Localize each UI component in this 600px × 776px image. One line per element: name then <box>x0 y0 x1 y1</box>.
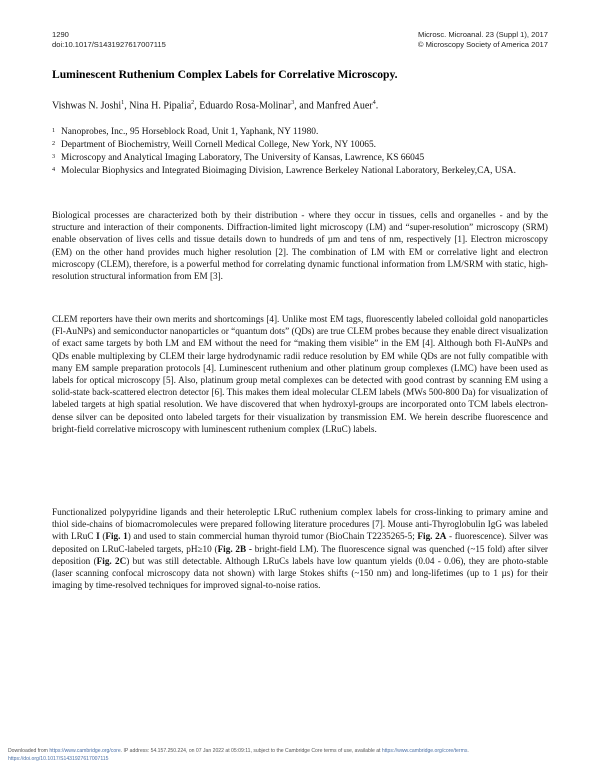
affiliation-item: 4 Molecular Biophysics and Integrated Bioimaging Division, Lawrence Berkeley National Laboratory, Berkeley,CA, USA. <box>52 166 516 176</box>
affiliation-mark: 3 <box>291 99 295 106</box>
page-header-left <box>52 30 166 50</box>
copyright-line: © Microscopy Society of America 2017 <box>417 40 548 49</box>
author-name: Eduardo Rosa-Molinar <box>199 100 292 112</box>
body-paragraph-2: CLEM reporters have their own merits and shortcomings [4]. Unlike most EM tags, fluorescently labeled colloidal gold nanoparticles (Fl-AuNPs) and semiconductor nanoparticles or “quantum dots” (QDs) are true CLEM probes because they enable direct visualization of exact same targets by both LM and EM without the need for “making them visible” in the EM [4]. Although both Fl-AuNPs and QDs enable multiplexing by CLEM their large hydrodynamic radii reduce resolution by EM while QDs are not fully compatible with many EM sample preparation protocols [4]. Luminescent ruthenium and other platinum group complexes (LMC) have been used as labels for optical microscopy [5]. Also, platinum group metal complexes can be detected with good contrast by scanning EM using a solid-state back-scattered electron detector [6]. This makes them ideal molecular CLEM labels (MWs 500-800 Da) for visualization of labeled targets at high spatial resolution. We have discovered that when hydroxyl-groups are incorporated onto TCM labels electron-dense silver can be deposited onto labeled targets for their visualization by transmission EM. We herein describe fluorescence and bright-field correlative microscopy with luminescent ruthenium complex (LRuC) labels. <box>52 314 548 434</box>
figure-ref: Fig. 2B - <box>217 543 252 554</box>
doi-link[interactable]: https://doi.org/10.1017/S1431927617007115 <box>8 755 109 762</box>
figure-ref: Fig. 2C <box>96 555 127 566</box>
affiliation-mark: 4 <box>372 99 376 106</box>
doi-link-line <box>8 756 598 764</box>
terms-link[interactable]: https://www.cambridge.org/core/terms <box>381 748 468 754</box>
affiliation-item: 2 Department of Biochemistry, Weill Cornell Medical College, New York, NY 10065. <box>52 140 376 150</box>
affiliation-list <box>52 126 552 178</box>
affiliation-mark: 1 <box>121 99 125 106</box>
page-header-right <box>418 30 548 50</box>
download-line: Downloaded from https://www.cambridge.org/core. IP address: 54.157.250.224, on 07 Jan 2022 at 05:09:11, subject to the Cambridge Core terms of use, available at https://www.cambridge.org/core/terms. <box>8 748 469 754</box>
page-number: 1290 <box>52 30 69 39</box>
affiliation-item: 1 Nanoprobes, Inc., 95 Horseblock Road, Unit 1, Yaphank, NY 11980. <box>52 127 319 137</box>
doi: doi:10.1017/S1431927617007115 <box>52 40 166 49</box>
body-paragraph-3: Functionalized polypyridine ligands and their heteroleptic LRuC ruthenium complex labels for cross-linking to primary amine and thiol side-chains of biomacromolecules were prepared following literature procedures [7]. Mouse anti-Thyroglobulin IgG was labeled with LRuC I (Fig. 1) and used to stain commercial human thyroid tumor (BioChain T2235265-5; Fig. 2A - fluorescence). Silver was deposited on LRuC-labeled targets, pH≥10 (Fig. 2B - bright-field LM). The fluorescence signal was quenched (~15 fold) after silver deposition (Fig. 2C) but was still detectable. Although LRuCs labels have low quantum yields (0.04 - 0.06), they are photo-stable (laser scanning confocal microscopy data not shown) with large Stokes shifts (~150 nm) and long-lifetimes (up to 1 µs) for their imaging by time-resolved techniques for improved signal-to-noise ratios. <box>52 507 548 591</box>
author-name: Vishwas N. Joshi <box>52 100 122 112</box>
download-footer <box>8 748 598 763</box>
affiliation-mark: 2 <box>191 99 195 106</box>
figure-ref: Fig. 2A <box>417 531 447 542</box>
body-paragraph-1: Biological processes are characterized both by their distribution - where they occur in tissues, cells and organelles - and by the structure and interaction of their components. Diffraction-limited light microscopy (LM) and “super-resolution” microscopy (SRM) enable observation of lives cells and tissue details down to hundreds of µm and tens of nm, respectively [1]. Electron microscopy (EM) on the other hand provides much higher resolution [2]. The combination of LM with EM or correlative light and electron microscopy (CLEM), therefore, is a powerful method for correlating dynamic functional information from LM/SRM with static, high-resolution structural information from EM [3]. <box>52 210 548 282</box>
author-name: Nina H. Pipalia <box>129 100 192 112</box>
cambridge-core-link[interactable]: https://www.cambridge.org/core <box>49 748 121 754</box>
article-title: Luminescent Ruthenium Complex Labels for Correlative Microscopy. <box>52 68 398 81</box>
compound-label: I <box>96 531 100 542</box>
journal-citation: Microsc. Microanal. 23 (Suppl 1), 2017 <box>418 30 548 39</box>
author-list: Vishwas N. Joshi$^1$, Nina H. Pipalia$^2$, Eduardo Rosa-Molinar$^3$, and Manfred Auer$^4$. <box>52 99 379 112</box>
figure-ref: Fig. 1 <box>105 531 128 542</box>
affiliation-item: 3 Microscopy and Analytical Imaging Laboratory, The University of Kansas, Lawrence, KS 66045 <box>52 153 425 163</box>
author-name: Manfred Auer <box>316 100 373 112</box>
